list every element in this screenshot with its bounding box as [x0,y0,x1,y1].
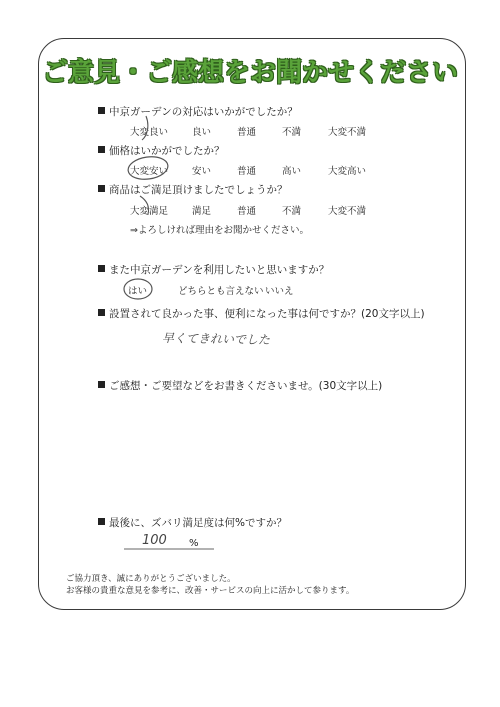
q1-option-3[interactable]: 普通 [237,127,257,138]
q3-option-4[interactable]: 不満 [282,206,302,217]
circle-mark-q4 [124,279,152,299]
q1-option-2[interactable]: 良い [192,127,212,138]
q2-option-3[interactable]: 普通 [237,166,257,177]
survey-title: ご意見・ご感想をお聞かせください [41,58,458,88]
q3-option-1[interactable]: 大変満足 [130,206,169,217]
q4-option-1[interactable]: はい [128,286,148,297]
q5-handwritten-answer[interactable]: 早くてきれいでした [161,331,271,347]
question-7-text: 最後に、ズバリ満足度は何%ですか？ [109,517,287,529]
q4-option-3[interactable]: いいえ [265,286,294,297]
q2-option-1[interactable]: 大変安い [130,166,169,177]
circle-mark-q2 [127,154,170,181]
q3-option-3[interactable]: 普通 [237,206,257,217]
q2-option-4[interactable]: 高い [282,166,302,177]
pen-stroke-q3 [140,196,149,214]
footer-message: お客様の貴重な意見を参考に、改善・サービスの向上に活かして参ります。 [66,586,355,596]
q3-option-2[interactable]: 満足 [192,206,212,217]
q1-option-1[interactable]: 大変良い [130,127,169,138]
q3-option-5[interactable]: 大変不満 [328,206,367,217]
question-4-text: また中京ガーデンを利用したいと思いますか？ [109,264,330,276]
q1-option-5[interactable]: 大変不満 [328,127,367,138]
q7-handwritten-answer[interactable]: 100 [142,533,167,548]
question-1-text: 中京ガーデンの対応はいかがでしたか？ [109,106,298,118]
q2-option-2[interactable]: 安い [192,166,212,177]
q4-option-2[interactable]: どちらとも言えない [178,286,264,297]
q7-percent-unit: % [189,538,199,549]
q3-reason-note: ⇒よろしければ理由をお聞かせください。 [130,225,309,236]
question-2-text: 価格はいかがでしたか？ [109,145,225,157]
pen-stroke-q1 [142,116,148,140]
question-3-text: 商品はご満足頂けましたでしょうか？ [109,184,288,196]
question-6-text: ご感想・ご要望などをお書きくださいませ。(30文字以上) [109,380,383,392]
question-5-text: 設置されて良かった事、便利になった事は何ですか？(20文字以上) [109,308,425,320]
q1-option-4[interactable]: 不満 [282,127,302,138]
footer-thanks: ご協力頂き、誠にありがとうございました。 [66,574,236,584]
q2-option-5[interactable]: 大変高い [328,166,367,177]
